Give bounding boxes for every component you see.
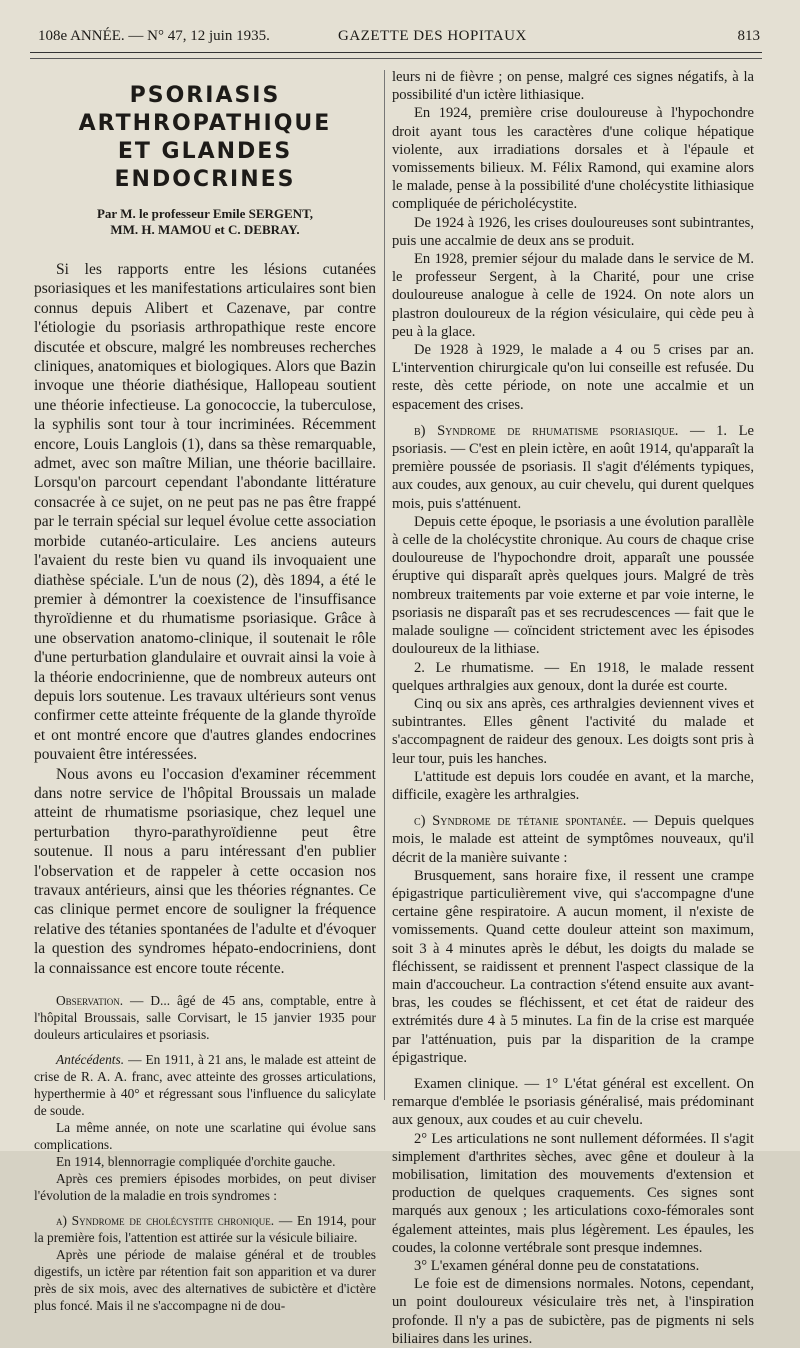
syndrome-b-text: — 1. Le psoriasis. — C'est en plein ictère, en août 1914, qu'apparaît la première poussée de psoriasis. Il s'agit d'éléments typiques, aux coudes, aux genoux, au cuir chevelu, qui durent quelques mois, puis s'atténuent. [392, 422, 754, 512]
scarlatine-paragraph: La même année, on note une scarlatine qui évolue sans complications. [34, 1120, 376, 1153]
observation-label: Observation. [56, 993, 124, 1009]
running-header [28, 26, 760, 48]
issue-info: 108e ANNÉE. — N° 47, 12 juin 1935. [38, 28, 270, 44]
antecedents-label: Antécédents. [56, 1052, 125, 1068]
episodes-paragraph: Après ces premiers épisodes morbides, on peut diviser l'évolution de la maladie en trois syndromes : [34, 1171, 376, 1204]
arthralgies-paragraph: Cinq ou six ans après, ces arthralgies deviennent vives et subintrantes. Elles gênent l'activité du malade et s'accompagnent de raideur des genoux. Les doigts sont pris à leur tour, puis les hanches. [392, 695, 754, 767]
article-title [34, 82, 376, 194]
psoriasis-evolution-paragraph: Depuis cette époque, le psoriasis a une évolution parallèle à celle de la cholécystite chronique. Au cours de chaque crise douloureuse de l'hypochondre droit, apparaît une poussée éruptive qui disparaît après quelques jours. Malgré de très nombreux traitements par voie externe et par voie interne, le psoriasis ne disparaît pas et ses recrudescences — fait que le malade souligne — coïncident strictement avec les épisodes douloureux de la lithiase. [392, 513, 754, 658]
syndrome-a-text: — En 1914, pour la première fois, l'attention est attirée sur la vésicule biliaire. [34, 1213, 376, 1246]
paragraph-1928: En 1928, premier séjour du malade dans le service de M. le professeur Sergent, à la Charité, pour une crise douloureuse analogue à celle de 1924. On note alors un plastron douloureux de la région vésiculaire, qui cède peu à peu à la glace. [392, 251, 754, 340]
examen-paragraph: Examen clinique. — 1° L'état général est excellent. On remarque d'emblée le psoriasis généralisé, mais prédominant aux genoux, aux coudes et au cuir chevelu. [392, 1075, 754, 1129]
byline-line-1: Par M. le professeur Emile SERGENT, [96, 206, 314, 221]
observation-paragraph [34, 992, 376, 1043]
blennorragie-paragraph: En 1914, blennorragie compliquée d'orchite gauche. [56, 1154, 336, 1170]
header-rule-secondary [30, 58, 762, 59]
intro-paragraph-2: Nous avons eu l'occasion d'examiner récemment dans notre service de l'hôpital Broussais un malade atteint de rhumatisme psoriasique, chez lequel une perturbation thyro-parathyroïdienne peut être soutenue. Il nous a paru intéressant d'en publier l'observation et de rappeler à cette occasion nos travaux antérieurs, ainsi que les théories régnantes. Ce cas clinique permet encore de souligner la fréquence relative des tétanies spontanées de l'adulte et d'évoquer la question des syndromes hépato-endocriniens, dont la connaissance est encore toute récente. [34, 765, 376, 977]
paragraph-1924-1926: De 1924 à 1926, les crises douloureuses sont subintrantes, puis une accalmie de deux ans se produit. [392, 214, 754, 249]
title-line-1: PSORIASIS ARTHROPATHIQUE [78, 83, 332, 136]
antecedents-paragraph [34, 1051, 376, 1119]
syndrome-b-paragraph [392, 422, 754, 513]
antecedents-text: — En 1911, à 21 ans, le malade est atteint de crise de R. A. A. franc, avec atteinte des grosses articulations, hyperthermie à 40° et régressant sous l'influence du salicylate de soude. [34, 1052, 376, 1119]
right-column [392, 68, 754, 1348]
observation-text: — D... âgé de 45 ans, comptable, entre à l'hôpital Broussais, salle Corvisart, le 15 janvier 1935 pour douleurs articulaires et psoriasis. [34, 993, 376, 1043]
articulations-paragraph: 2° Les articulations ne sont nullement déformées. Il s'agit simplement d'arthrites sèches, avec gêne et douleur à la mobilisation, limitation des mouvements d'extension et production de quelques craquements. Ces signes sont marqués aux genoux ; les articulations coxo-fémorales sont également atteintes, mais plus légèrement. Les épaules, les coudes, la colonne vertébrale sont presque indemnes. [392, 1130, 754, 1256]
column-divider [384, 70, 385, 1100]
title-line-2: ET GLANDES ENDOCRINES [114, 139, 296, 192]
page-number: 813 [737, 28, 760, 44]
byline-line-2: MM. H. MAMOU et C. DEBRAY. [110, 222, 300, 237]
continued-paragraph: leurs ni de fièvre ; on pense, malgré ces signes négatifs, à la possibilité d'un ictère lithiasique. [392, 69, 754, 104]
crampe-paragraph: Brusquement, sans horaire fixe, il ressent une crampe épigastrique particulièrement vive, qui s'accompagne d'une certaine gêne respiratoire. A aucun moment, il n'existe de vomissements. Quand cette douleur atteint son maximum, soit 3 à 4 minutes après le début, les doigts du malade se fléchissent, se raidissent et prennent l'aspect classique de la main d'accoucheur. La contraction s'étend ensuite aux avant-bras, les coudes se fléchissent, et cet état de raideur des extrémités dure 4 à 5 minutes. La fin de la crise est marquée par l'atténuation, puis par la disparition de la crampe épigastrique. [392, 867, 754, 1066]
left-column [34, 68, 376, 1314]
rhumatisme-paragraph: 2. Le rhumatisme. — En 1918, le malade ressent quelques arthralgies aux genoux, dont la durée est courte. [392, 659, 754, 694]
byline [34, 206, 376, 238]
syndrome-c-paragraph [392, 812, 754, 867]
header-rule [30, 52, 762, 53]
syndrome-a-paragraph [34, 1212, 376, 1246]
foie-paragraph: Le foie est de dimensions normales. Notons, cependant, un point douloureux vésiculaire très net, à l'inspiration profonde. Il n'y a pas de subictère, pas de pigments ni sels biliaires dans les urines. [392, 1276, 754, 1347]
paragraph-1924: En 1924, première crise douloureuse à l'hypochondre droit ayant tous les caractères d'une colique hépatique violente, aux irradiations dorsales et à l'épaule et vomissements bilieux. M. Félix Ramond, qui examine alors le malade, pense à la possibilité d'une cholécystite lithiasique compliquée de péricholécystite. [392, 105, 754, 213]
paragraph-1928-1929: De 1928 à 1929, le malade a 4 ou 5 crises par an. L'intervention chirurgicale qu'on lui conseille est refusée. Du reste, dès cette période, on note une accalmie et un espacement des crises. [392, 342, 754, 413]
examen-general-paragraph: 3° L'examen général donne peu de constatations. [414, 1258, 700, 1274]
observation-section [34, 992, 376, 1314]
syndrome-c-label: c) Syndrome de tétanie spontanée. [414, 813, 627, 830]
syndrome-b-label: b) Syndrome de rhumatisme psoriasique. [414, 422, 679, 439]
intro-paragraph: Si les rapports entre les lésions cutanées psoriasiques et les manifestations articulaires sont bien connus depuis Alibert et Cazenave, par contre l'étiologie du psoriasis arthropathique reste encore discutée et obscure, malgré les nombreuses recherches cliniques, anatomiques et biologiques. Alors que Bazin invoque une théorie diathésique, Hallopeau soutient une théorie infectieuse. La gonococcie, la tuberculose, la syphilis sont tour à tour incriminées. Récemment encore, Louis Langlois (1), dans sa thèse remarquable, admet, avec son maître Milian, une théorie bacillaire. Lorsqu'on parcourt cependant l'abondante littérature consacrée à ce sujet, on ne peut pas ne pas être frappé par le terrain spécial sur lequel évolue cette association morbide cutanéo-articulaire. Les anciens auteurs l'avaient du reste bien vu quand ils invoquaient une diathèse spéciale. L'un de nous (2), dès 1894, a été le premier à démontrer la coexistence de l'insuffisance thyroïdienne et du rhumatisme psoriasique. Grâce à une observation anatomo-clinique, il soutenait le rôle d'une perturbation glandulaire et ouvrait ainsi la voie à la théorie endocrinienne, que de nombreux auteurs ont depuis lors soutenue. Les travaux ultérieurs sont venus confirmer cette atteinte fréquente de la glande thyroïde et ont montré encore que d'autres glandes endocrines pouvaient être intéressées. [34, 261, 376, 764]
attitude-paragraph: L'attitude est depuis lors coudée en avant, et la marche, difficile, exagère les arthralgies. [392, 768, 754, 803]
syndrome-c-text: — Depuis quelques mois, le malade est atteint de symptômes nouveaux, qu'il décrit de la manière suivante : [392, 813, 755, 866]
journal-name: GAZETTE DES HOPITAUX [338, 28, 527, 44]
syndrome-a-label: a) Syndrome de cholécystite chronique. [56, 1213, 275, 1229]
malaise-paragraph: Après une période de malaise général et de troubles digestifs, un ictère par rétention fait son apparition et va durer près de six mois, avec des alternatives de subictère et d'ictère plus foncé. Mais il ne s'accompagne ni de dou- [34, 1247, 376, 1314]
